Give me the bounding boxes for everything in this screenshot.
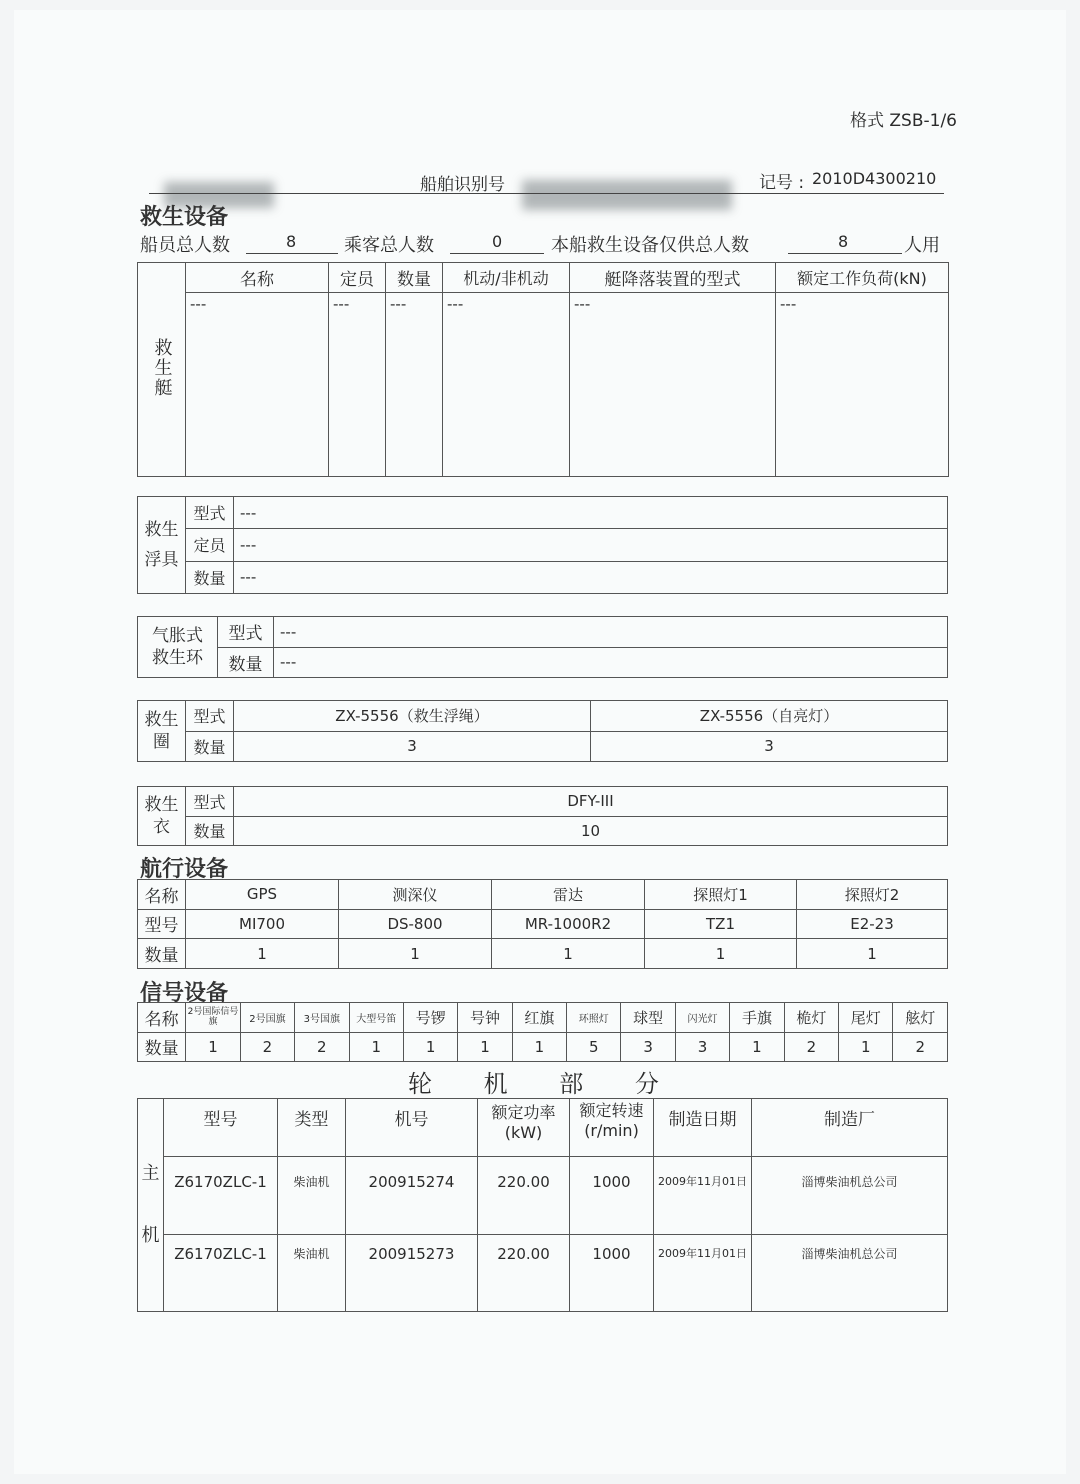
inflatable-type-label: 型式	[218, 617, 274, 648]
passenger-underline	[450, 253, 544, 254]
lifebuoy-type-2: ZX-5556（自亮灯）	[591, 701, 948, 732]
inflatable-row-label: 气胀式 救生环	[138, 617, 218, 678]
lifeboat-cell-quantity: ---	[386, 293, 443, 477]
lifeboat-cell-capacity: ---	[329, 293, 386, 477]
lifejacket-row-label: 救生 衣	[138, 787, 186, 846]
lifesaving-title: 救生设备	[140, 205, 229, 230]
signal-name-gong: 号锣	[403, 1003, 457, 1033]
signal-name-intl-flag: 2号国际信号旗	[186, 1003, 240, 1033]
signal-count-all-round-light: 5	[567, 1032, 621, 1062]
nav-model-radar: MR-1000R2	[492, 909, 645, 939]
raft-capacity-label: 定员	[186, 529, 234, 561]
engine-header-model: 型号	[164, 1099, 278, 1157]
navigation-table	[137, 879, 948, 969]
crew-label: 船员总人数	[140, 235, 230, 256]
signal-count-side-light: 2	[893, 1032, 948, 1062]
crew-value: 8	[286, 232, 297, 251]
raft-row-label: 救生 浮具	[138, 497, 186, 594]
engine-header-date: 制造日期	[654, 1099, 752, 1157]
nav-name-sounder: 测深仪	[339, 880, 492, 910]
signal-name-ball: 球型	[621, 1003, 675, 1033]
engine-header-engine-no: 机号	[346, 1099, 478, 1157]
nav-model-searchlight-2: E2-23	[797, 909, 948, 939]
signal-count-stern-light: 1	[839, 1032, 893, 1062]
signal-count-intl-flag: 1	[186, 1032, 240, 1062]
raft-type-label: 型式	[186, 497, 234, 529]
capacity-underline	[788, 253, 902, 254]
inflatable-ring-table	[137, 616, 948, 678]
raft-quantity-label: 数量	[186, 561, 234, 593]
lifeboat-header-quantity: 数量	[386, 263, 443, 293]
capacity-value: 8	[838, 232, 849, 251]
engine-1-power: 220.00	[478, 1157, 570, 1235]
engine-2-maker: 淄博柴油机总公司	[752, 1235, 948, 1312]
engine-2-model: Z6170ZLC-1	[164, 1235, 278, 1312]
lifeboat-row-label: 救生艇	[138, 263, 186, 477]
inflatable-type-value: ---	[274, 617, 948, 648]
signal-name-flag-2: 2号国旗	[240, 1003, 294, 1033]
engine-header-type: 类型	[278, 1099, 346, 1157]
record-number: 2010D4300210	[812, 169, 937, 188]
signal-name-bell: 号钟	[458, 1003, 512, 1033]
engine-2-power: 220.00	[478, 1235, 570, 1312]
engine-header-speed: 额定转速 (r/min)	[570, 1099, 654, 1157]
lifeboat-table	[137, 262, 949, 477]
engine-table	[137, 1098, 948, 1312]
nav-count-sounder: 1	[339, 939, 492, 969]
lifebuoy-table	[137, 700, 948, 762]
lifeboat-header-name: 名称	[186, 263, 329, 293]
signal-count-bell: 1	[458, 1032, 512, 1062]
signal-name-flash-light: 闪光灯	[675, 1003, 729, 1033]
signal-title: 信号设备	[140, 981, 229, 1006]
lifeboat-cell-launch: ---	[570, 293, 776, 477]
engine-1-speed: 1000	[570, 1157, 654, 1235]
nav-count-gps: 1	[186, 939, 339, 969]
raft-quantity-value: ---	[234, 561, 948, 593]
ship-id-label: 船舶识别号	[420, 175, 505, 195]
passenger-value: 0	[492, 232, 503, 251]
engine-2-number: 200915273	[346, 1235, 478, 1312]
signal-count-masthead-light: 2	[784, 1032, 838, 1062]
capacity-label: 本船救生设备仅供总人数	[551, 235, 749, 256]
signal-count-flag-2: 2	[240, 1032, 294, 1062]
signal-name-side-light: 舷灯	[893, 1003, 948, 1033]
nav-model-label: 型号	[138, 909, 186, 939]
lifejacket-type-label: 型式	[186, 787, 234, 817]
nav-count-searchlight-1: 1	[645, 939, 797, 969]
lifejacket-count-value: 10	[234, 816, 948, 846]
engine-header-power: 额定功率 (kW)	[478, 1099, 570, 1157]
engine-1-date: 2009年11月01日	[654, 1157, 752, 1235]
signal-name-hand-flag: 手旗	[730, 1003, 784, 1033]
lifebuoy-type-1: ZX-5556（救生浮绳）	[234, 701, 591, 732]
engine-1-model: Z6170ZLC-1	[164, 1157, 278, 1235]
inflatable-quantity-label: 数量	[218, 647, 274, 678]
buoyant-apparatus-table	[137, 496, 948, 594]
record-label: 记号 :	[759, 173, 805, 193]
inflatable-quantity-value: ---	[274, 647, 948, 678]
engine-2-date: 2009年11月01日	[654, 1235, 752, 1312]
lifeboat-header-capacity: 定员	[329, 263, 386, 293]
crew-underline	[246, 253, 338, 254]
lifebuoy-count-1: 3	[234, 731, 591, 762]
signal-count-flash-light: 3	[675, 1032, 729, 1062]
nav-count-label: 数量	[138, 939, 186, 969]
signal-count-flag-3: 2	[295, 1032, 349, 1062]
raft-type-value: ---	[234, 497, 948, 529]
main-engine-label: 主 机	[138, 1099, 164, 1312]
engine-header-maker: 制造厂	[752, 1099, 948, 1157]
signal-name-flag-3: 3号国旗	[295, 1003, 349, 1033]
form-code: 格式 ZSB-1/6	[850, 111, 957, 131]
signal-name-label: 名称	[138, 1003, 186, 1033]
lifejacket-table	[137, 786, 948, 846]
lifejacket-quantity-label: 数量	[186, 816, 234, 846]
engine-2-type: 柴油机	[278, 1235, 346, 1312]
signal-count-ball: 3	[621, 1032, 675, 1062]
nav-model-searchlight-1: TZ1	[645, 909, 797, 939]
signal-count-gong: 1	[403, 1032, 457, 1062]
lifebuoy-row-label: 救生 圈	[138, 701, 186, 762]
raft-capacity-value: ---	[234, 529, 948, 561]
lifeboat-cell-name: ---	[186, 293, 329, 477]
nav-name-label: 名称	[138, 880, 186, 910]
lifeboat-cell-load: ---	[776, 293, 949, 477]
document-page	[14, 10, 1066, 1474]
signal-table	[137, 1002, 948, 1062]
signal-count-hand-flag: 1	[730, 1032, 784, 1062]
lifeboat-header-launch: 艇降落装置的型式	[570, 263, 776, 293]
engine-title: 轮 机 部 分	[408, 1070, 681, 1098]
capacity-unit: 人用	[904, 235, 940, 256]
signal-name-masthead-light: 桅灯	[784, 1003, 838, 1033]
nav-name-radar: 雷达	[492, 880, 645, 910]
engine-1-number: 200915274	[346, 1157, 478, 1235]
nav-count-searchlight-2: 1	[797, 939, 948, 969]
lifebuoy-count-2: 3	[591, 731, 948, 762]
passenger-label: 乘客总人数	[344, 235, 434, 256]
nav-name-gps: GPS	[186, 880, 339, 910]
nav-count-radar: 1	[492, 939, 645, 969]
signal-count-red-flag: 1	[512, 1032, 566, 1062]
signal-name-red-flag: 红旗	[512, 1003, 566, 1033]
signal-name-stern-light: 尾灯	[839, 1003, 893, 1033]
navigation-title: 航行设备	[140, 857, 229, 882]
signal-name-all-round-light: 环照灯	[567, 1003, 621, 1033]
lifebuoy-type-label: 型式	[186, 701, 234, 732]
nav-model-gps: MI700	[186, 909, 339, 939]
nav-name-searchlight-2: 探照灯2	[797, 880, 948, 910]
lifeboat-header-powered: 机动/非机动	[443, 263, 570, 293]
signal-count-label: 数量	[138, 1032, 186, 1062]
header-rule	[149, 193, 944, 194]
nav-model-sounder: DS-800	[339, 909, 492, 939]
signal-name-horn: 大型号笛	[349, 1003, 403, 1033]
lifejacket-type-value: DFY-III	[234, 787, 948, 817]
engine-2-speed: 1000	[570, 1235, 654, 1312]
signal-count-horn: 1	[349, 1032, 403, 1062]
lifeboat-cell-powered: ---	[443, 293, 570, 477]
engine-1-type: 柴油机	[278, 1157, 346, 1235]
redacted-ship-id	[522, 180, 732, 210]
lifebuoy-quantity-label: 数量	[186, 731, 234, 762]
engine-1-maker: 淄博柴油机总公司	[752, 1157, 948, 1235]
nav-name-searchlight-1: 探照灯1	[645, 880, 797, 910]
lifeboat-header-load: 额定工作负荷(kN)	[776, 263, 949, 293]
